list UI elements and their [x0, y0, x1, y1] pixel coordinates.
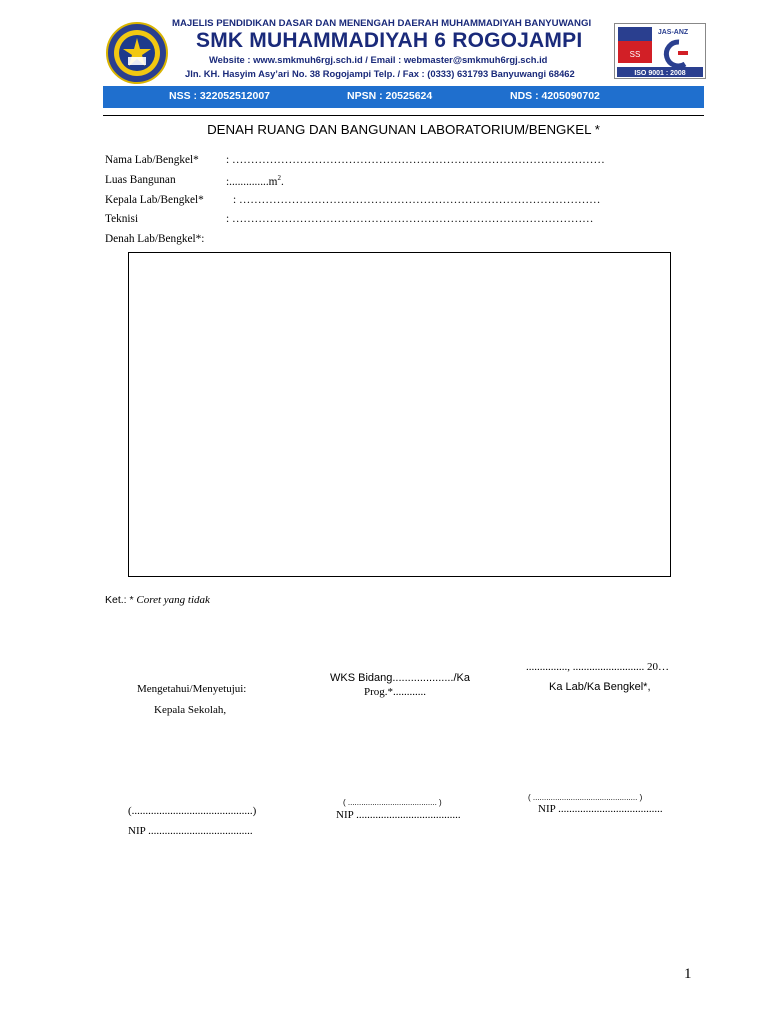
school-name: SMK MUHAMMADIYAH 6 ROGOJAMPI: [196, 29, 583, 52]
website-email-line: Website : www.smkmuh6rgj.sch.id / Email : webmaster@smkmuh6rgj.sch.id: [209, 54, 548, 65]
jas-anz-badge: JAS-ANZ: [657, 29, 689, 36]
field-lab-name-value: : ………………………………………………………………………………………: [226, 154, 605, 166]
npsn-number: NPSN : 20525624: [347, 90, 433, 102]
floor-plan-box[interactable]: [128, 252, 671, 577]
sig-middle-name-blank: ( ........................................ ): [343, 798, 442, 807]
cert-logo-text: SS: [629, 50, 641, 59]
sig-right-date: ..............., .......................... 20…: [526, 661, 669, 673]
field-technician-label: Teknisi: [105, 213, 139, 225]
note-prefix: Ket.: *: [105, 594, 134, 606]
nss-number: NSS : 322052512007: [169, 90, 270, 102]
certification-logo: [614, 23, 706, 79]
sig-left-nip: NIP ......................................: [128, 825, 253, 837]
field-lab-name-label: Nama Lab/Bengkel*: [105, 154, 199, 166]
sig-right-name-blank: ( ............................................... ): [528, 793, 643, 802]
sig-middle-prog: Prog.*............: [364, 686, 427, 698]
iso-label: ISO 9001 : 2008: [634, 70, 686, 77]
sig-left-approval: Mengetahui/Menyetujui:: [137, 683, 247, 695]
sig-left-name-blank: (............................................): [128, 805, 257, 817]
sig-left-principal: Kepala Sekolah,: [154, 704, 227, 716]
note-text: Coret yang tidak: [133, 594, 210, 606]
sig-right-title: Ka Lab/Ka Bengkel*,: [549, 681, 651, 693]
header-organization-line: MAJELIS PENDIDIKAN DASAR DAN MENENGAH DAERAH MUHAMMADIYAH BANYUWANGI: [172, 18, 592, 29]
address-line: Jln. KH. Hasyim Asy’ari No. 38 Rogojampi Telp. / Fax : (0333) 631793 Banyuwangi 68462: [185, 68, 575, 79]
header-divider: [103, 115, 704, 116]
nds-number: NDS : 4205090702: [510, 90, 600, 102]
field-area-period: .: [280, 175, 284, 188]
field-area-label: Luas Bangunan: [105, 174, 176, 186]
field-area-superscript: 2: [277, 174, 281, 182]
field-head-label: Kepala Lab/Bengkel*: [105, 194, 204, 206]
sig-middle-nip: NIP ......................................: [336, 809, 461, 821]
field-technician-value: : ……………………………………………………………………………………: [226, 213, 594, 225]
document-title: DENAH RUANG DAN BANGUNAN LABORATORIUM/BENGKEL *: [207, 122, 600, 137]
note: [105, 594, 210, 606]
school-logo: [104, 22, 170, 84]
sig-right-nip: NIP ......................................: [538, 803, 663, 815]
page-number: 1: [684, 966, 692, 982]
field-area-dots: :..............m: [226, 175, 278, 188]
field-area-value: [226, 174, 284, 188]
sig-middle-title: WKS Bidang..................../Ka: [330, 672, 470, 684]
field-head-value: : ……………………………………………………………………………………: [233, 194, 601, 206]
field-floorplan-label: Denah Lab/Bengkel*:: [105, 233, 205, 245]
school-id-bar: [103, 86, 704, 108]
